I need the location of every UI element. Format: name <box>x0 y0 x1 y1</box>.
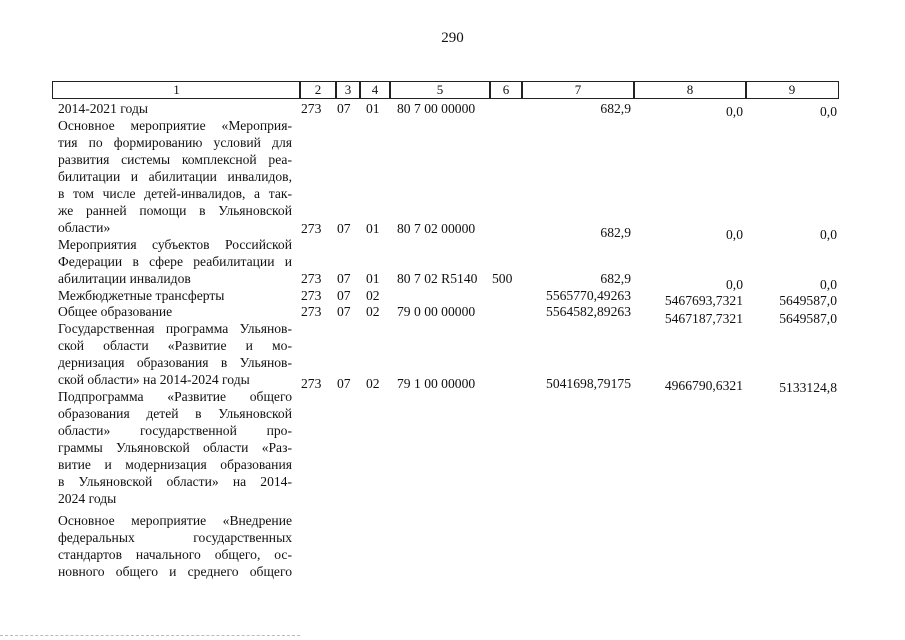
row-3-cell-9: 5649587,0 <box>779 293 837 308</box>
row-3-line-0: Общее образование <box>58 304 173 319</box>
row-1-cell-3: 07 <box>337 221 351 236</box>
row-5-line-5: в Ульяновской области» на 2014- <box>58 474 292 489</box>
header-col-2: 2 <box>299 81 337 99</box>
row-2-line-0: Межбюджетные трансферты <box>58 288 225 303</box>
row-1-cell-4: 01 <box>366 221 380 236</box>
header-col-5: 5 <box>389 81 491 99</box>
row-1-cell-2: 273 <box>301 221 322 236</box>
table-header <box>52 81 838 99</box>
row-0-line-3: развития системы комплексной реа- <box>58 152 292 167</box>
row-2-cell-6: 500 <box>492 271 513 286</box>
row-1-cell-7: 682,9 <box>600 225 631 240</box>
row-1-line-2: абилитации инвалидов <box>58 271 191 286</box>
row-4-line-2: дернизация образования в Ульянов- <box>58 355 292 370</box>
row-0-line-7: области» <box>58 220 111 235</box>
row-5-cell-8: 4966790,6321 <box>664 378 743 393</box>
row-3-cell-3: 07 <box>337 288 351 303</box>
row-2-cell-4: 01 <box>366 271 380 286</box>
row-0-cell-4: 01 <box>366 101 380 116</box>
row-0-cell-3: 07 <box>337 101 351 116</box>
row-4-line-3: ской области» на 2014-2024 годы <box>58 372 250 387</box>
row-5-cell-5: 79 1 00 00000 <box>397 376 476 391</box>
header-col-3: 3 <box>335 81 361 99</box>
header-col-6: 6 <box>489 81 523 99</box>
row-0-line-5: в том числе детей-инвалидов, а так- <box>58 186 292 201</box>
row-5-line-3: граммы Ульяновской области «Раз- <box>58 440 292 455</box>
row-0-cell-5: 80 7 00 00000 <box>397 101 476 116</box>
row-3-cell-2: 273 <box>301 288 322 303</box>
row-2-cell-3: 07 <box>337 271 351 286</box>
row-5-cell-7: 5041698,79175 <box>546 376 631 391</box>
row-6-line-1: федеральных государственных <box>58 530 292 545</box>
row-0-line-4: билитации и абилитации инвалидов, <box>58 169 292 184</box>
header-col-8: 8 <box>633 81 747 99</box>
row-5-line-4: витие и модернизация образования <box>58 457 292 472</box>
row-2-cell-2: 273 <box>301 271 322 286</box>
row-0-line-1: Основное мероприятие «Мероприя- <box>58 118 292 133</box>
row-3-cell-4: 02 <box>366 288 380 303</box>
row-1-cell-9: 0,0 <box>820 227 837 242</box>
row-6-line-3: новного общего и среднего общего <box>58 564 292 579</box>
row-2-cell-9: 0,0 <box>820 277 837 292</box>
row-0-line-0: 2014-2021 годы <box>58 101 148 116</box>
row-4-cell-7: 5564582,89263 <box>546 304 631 319</box>
page-bottom-edge <box>0 635 300 636</box>
row-5-line-2: области» государственной про- <box>58 423 292 438</box>
row-5-line-6: 2024 годы <box>58 491 117 506</box>
row-6-line-0: Основное мероприятие «Внедрение <box>58 513 292 528</box>
row-1-line-1: Федерации в сфере реабилитации и <box>58 254 292 269</box>
row-0-cell-9: 0,0 <box>820 104 837 119</box>
row-4-cell-3: 07 <box>337 304 351 319</box>
row-4-cell-9: 5649587,0 <box>779 311 837 326</box>
row-5-cell-9: 5133124,8 <box>779 380 837 395</box>
header-col-9: 9 <box>745 81 839 99</box>
row-5-cell-4: 02 <box>366 376 380 391</box>
row-1-line-0: Мероприятия субъектов Российской <box>58 237 292 252</box>
row-0-line-6: же ранней помощи в Ульяновской <box>58 203 292 218</box>
row-1-cell-5: 80 7 02 00000 <box>397 221 476 236</box>
row-4-cell-4: 02 <box>366 304 380 319</box>
header-col-4: 4 <box>359 81 391 99</box>
row-4-line-0: Государственная программа Ульянов- <box>58 321 292 336</box>
page-number: 290 <box>441 30 464 46</box>
row-6-line-2: стандартов начального общего, ос- <box>58 547 292 562</box>
row-0-line-2: тия по формированию условий для <box>58 135 292 150</box>
row-1-cell-8: 0,0 <box>726 227 743 242</box>
row-5-cell-3: 07 <box>337 376 351 391</box>
row-4-cell-8: 5467187,7321 <box>664 311 743 326</box>
row-5-line-0: Подпрограмма «Развитие общего <box>58 389 292 404</box>
row-5-cell-2: 273 <box>301 376 322 391</box>
row-3-cell-8: 5467693,7321 <box>664 293 743 308</box>
row-0-cell-7: 682,9 <box>600 101 631 116</box>
row-2-cell-8: 0,0 <box>726 277 743 292</box>
header-col-7: 7 <box>521 81 635 99</box>
row-5-line-1: образования детей в Ульяновской <box>58 406 292 421</box>
row-0-cell-8: 0,0 <box>726 104 743 119</box>
row-4-cell-5: 79 0 00 00000 <box>397 304 476 319</box>
row-4-cell-2: 273 <box>301 304 322 319</box>
row-2-cell-7: 682,9 <box>600 271 631 286</box>
row-3-cell-7: 5565770,49263 <box>546 288 631 303</box>
row-2-cell-5: 80 7 02 R5140 <box>397 271 478 286</box>
row-4-line-1: ской области «Развитие и мо- <box>58 338 292 353</box>
header-col-1: 1 <box>52 81 301 99</box>
row-0-cell-2: 273 <box>301 101 322 116</box>
